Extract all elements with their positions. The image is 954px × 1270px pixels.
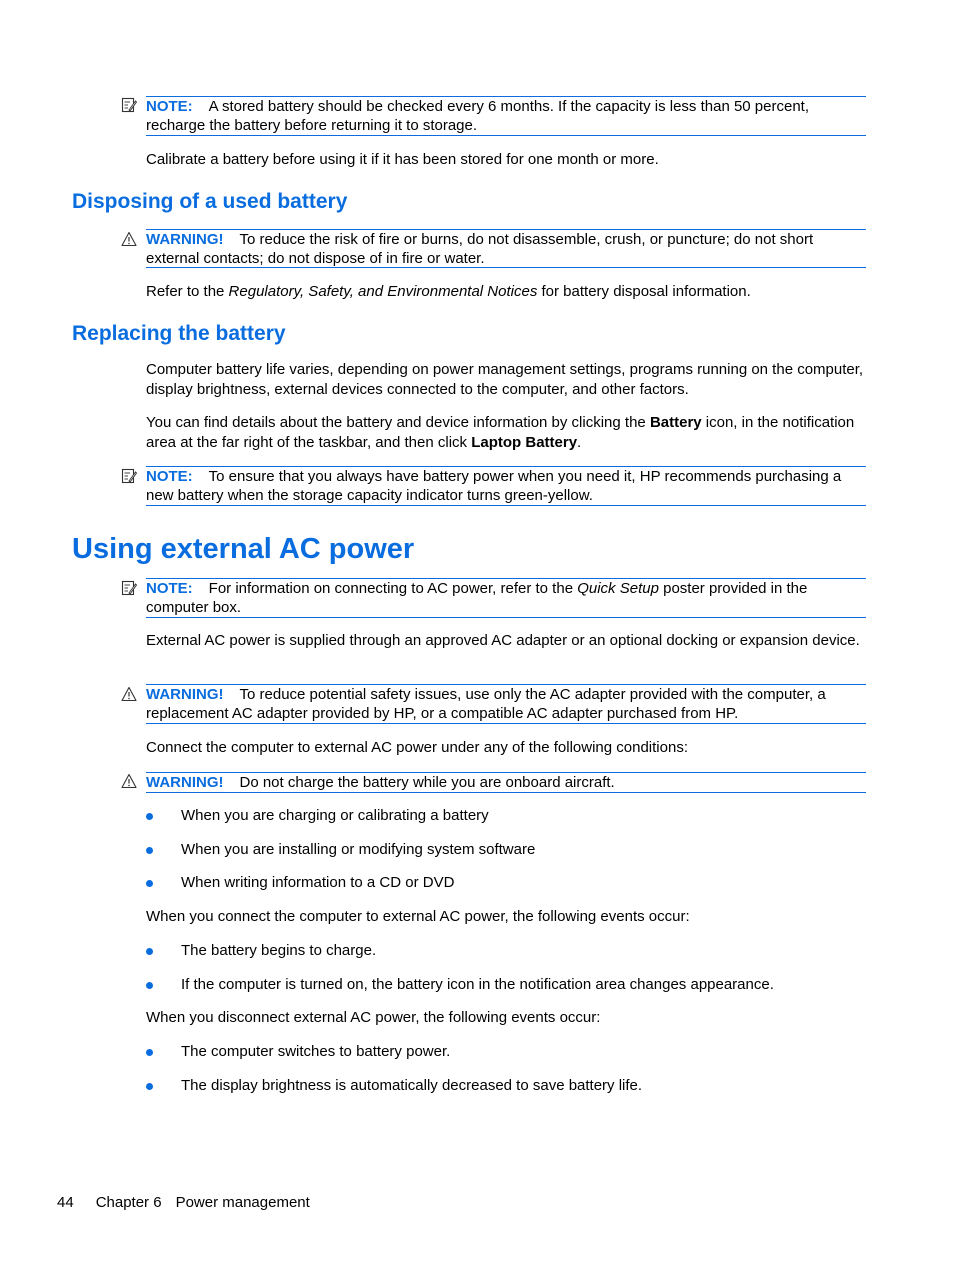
note-label: NOTE: xyxy=(146,98,193,115)
bullet-icon xyxy=(146,1083,153,1090)
notices-title: Regulatory, Safety, and Environmental Notices xyxy=(228,283,538,300)
battery-term: Battery xyxy=(649,414,702,431)
warning-label: WARNING! xyxy=(146,231,224,248)
note-label: NOTE: xyxy=(146,580,193,597)
note-text: To ensure that you always have battery power when you need it, HP recommends purchasing a new battery when the storage capacity indicator turns green-yellow. xyxy=(146,468,842,504)
warning-text: To reduce the risk of fire or burns, do not disassemble, crush, or puncture; do not short external contacts; do not dispose of in fire or water. xyxy=(146,231,814,267)
note-stored-battery xyxy=(146,96,866,136)
heading-replacing: Replacing the battery xyxy=(72,322,286,345)
bullet-icon xyxy=(146,880,153,887)
bullet-icon xyxy=(146,1049,153,1056)
note-quick-setup xyxy=(146,578,866,618)
paragraph-battery-details xyxy=(146,413,866,453)
list-item-text: The display brightness is automatically decreased to save battery life. xyxy=(181,1077,643,1094)
warning-icon xyxy=(121,773,137,789)
page-number: 44 xyxy=(57,1194,74,1211)
paragraph-connect-conditions: Connect the computer to external AC power under any of the following conditions: xyxy=(146,739,688,756)
warning-label: WARNING! xyxy=(146,686,224,703)
bullet-icon xyxy=(146,948,153,955)
note-label: NOTE: xyxy=(146,468,193,485)
paragraph-battery-life: Computer battery life varies, depending on power management settings, programs running on the computer, display brightness, external devices connected to the computer, and other factors. xyxy=(146,361,864,398)
bullet-icon xyxy=(146,813,153,820)
warning-fire-burns xyxy=(146,229,866,268)
page-footer xyxy=(57,1193,310,1213)
paragraph-refer-notices xyxy=(146,282,866,302)
list-item-text: When writing information to a CD or DVD xyxy=(181,874,455,891)
heading-external-ac: Using external AC power xyxy=(72,533,415,565)
warning-text: To reduce potential safety issues, use only the AC adapter provided with the computer, a replacement AC adapter provided by HP, or a compatible AC adapter purchased from HP. xyxy=(146,686,826,722)
quick-setup-title: Quick Setup xyxy=(577,580,659,597)
heading-disposing: Disposing of a used battery xyxy=(72,190,348,213)
warning-text: Do not charge the battery while you are onboard aircraft. xyxy=(239,774,615,791)
details-text-3: . xyxy=(577,434,582,451)
warning-aircraft xyxy=(146,772,866,793)
note-text: A stored battery should be checked every 6 months. If the capacity is less than 50 percent, recharge the battery before returning it to storage. xyxy=(146,98,810,134)
paragraph-calibrate: Calibrate a battery before using it if it has been stored for one month or more. xyxy=(146,151,659,168)
note-recommend-battery xyxy=(146,466,866,506)
warning-icon xyxy=(121,686,137,702)
note-icon xyxy=(121,580,137,596)
list-item-text: The battery begins to charge. xyxy=(181,942,377,959)
paragraph-disconnect-events: When you disconnect external AC power, the following events occur: xyxy=(146,1009,601,1026)
list-item-text: When you are installing or modifying system software xyxy=(181,841,536,858)
list-item-text: The computer switches to battery power. xyxy=(181,1043,451,1060)
note-text-before: For information on connecting to AC power, refer to the xyxy=(208,580,578,597)
note-icon xyxy=(121,468,137,484)
details-text-2: icon, in the notification area at the far right of the taskbar, and then click xyxy=(146,414,855,451)
list-item-text: When you are charging or calibrating a battery xyxy=(181,807,489,824)
bullet-icon xyxy=(146,982,153,989)
note-text-after: poster provided in the computer box. xyxy=(146,580,808,616)
warning-icon xyxy=(121,231,137,247)
details-text-1: You can find details about the battery and device information by clicking the xyxy=(146,414,650,431)
warning-ac-adapter xyxy=(146,684,866,724)
paragraph-connect-events: When you connect the computer to external AC power, the following events occur: xyxy=(146,908,690,925)
refer-text-after: for battery disposal information. xyxy=(537,283,751,300)
paragraph-ac-supply: External AC power is supplied through an approved AC adapter or an optional docking or expansion device. xyxy=(146,632,860,649)
list-item-text: If the computer is turned on, the battery icon in the notification area changes appearance. xyxy=(181,976,774,993)
refer-text-before: Refer to the xyxy=(146,283,229,300)
laptop-battery-term: Laptop Battery xyxy=(471,434,578,451)
footer-chapter: Chapter 6 xyxy=(95,1194,162,1211)
footer-title: Power management xyxy=(175,1194,310,1211)
bullet-icon xyxy=(146,847,153,854)
note-icon xyxy=(121,97,137,113)
warning-label: WARNING! xyxy=(146,774,224,791)
